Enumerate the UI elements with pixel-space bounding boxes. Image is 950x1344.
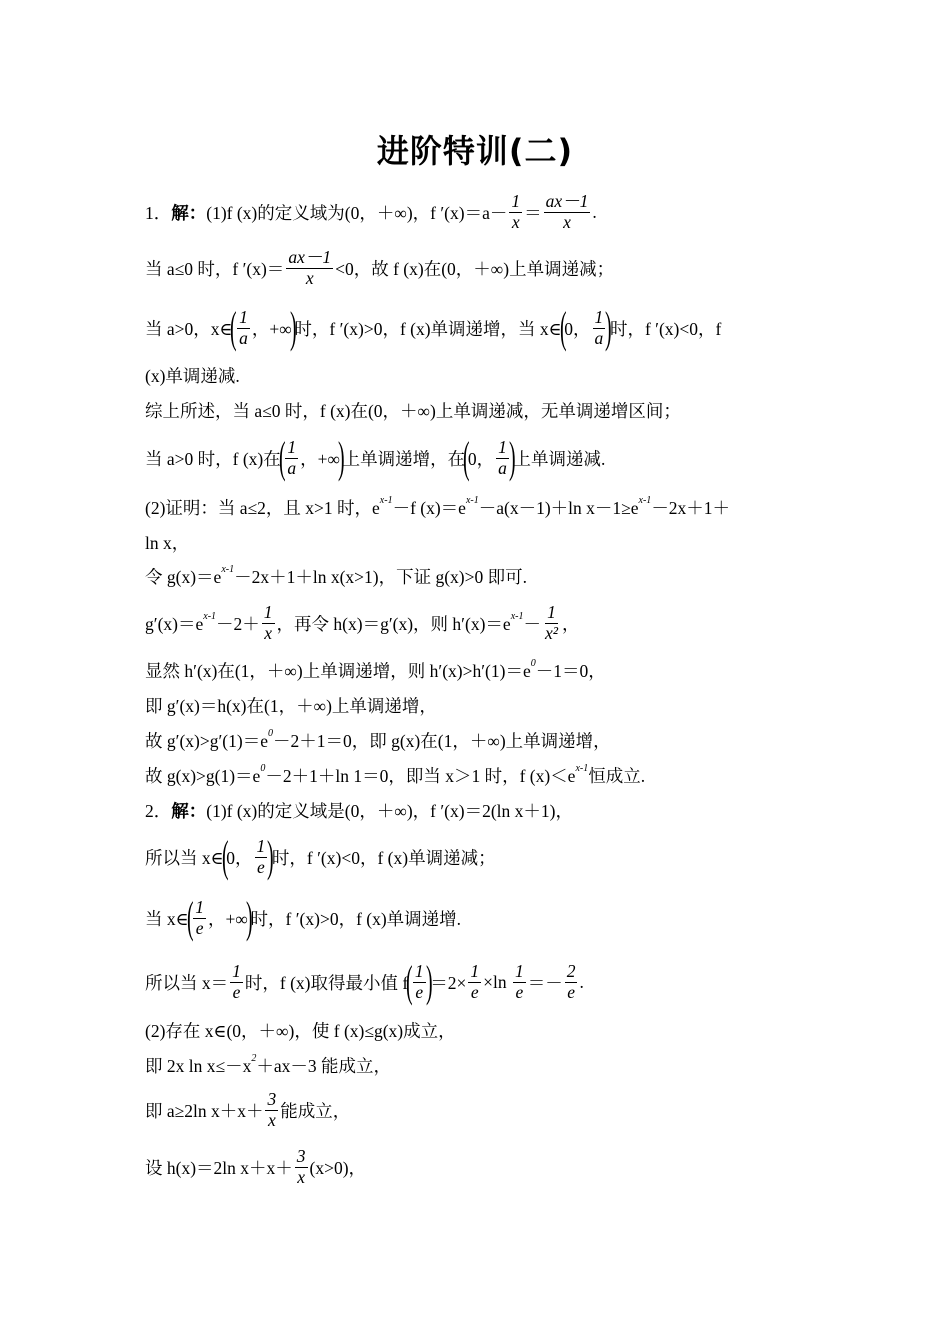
fraction xyxy=(193,898,206,938)
denominator: x xyxy=(511,211,520,232)
text-segment: ＋ax－3 能成立， xyxy=(256,1055,391,1076)
text-segment: －2＋1＝0，即 g(x)在(1，＋∞)上单调递增， xyxy=(272,730,611,751)
superscript: x-1 xyxy=(379,494,393,506)
text-segment: 时，f ′(x)>0，f (x)单调递增. xyxy=(250,908,462,929)
fraction xyxy=(593,308,606,348)
text-segment: －2＋1＋ln 1＝0，即当 x＞1 时，f (x)＜e xyxy=(265,765,576,786)
text-segment: －2x＋1＋ln x(x>1)，下证 g(x)>0 即可. xyxy=(234,566,528,587)
denominator: x xyxy=(563,211,571,232)
numerator: 1 xyxy=(470,961,480,982)
text-segment: 当 a>0，x∈ xyxy=(145,318,233,339)
denominator: x xyxy=(267,1109,276,1130)
fraction xyxy=(544,192,591,232)
denominator: e xyxy=(256,856,265,877)
superscript: x-1 xyxy=(465,494,479,506)
text-segment: g′(x)＝e xyxy=(145,613,204,634)
text-segment: ，+∞ xyxy=(300,448,341,469)
numerator: 1 xyxy=(511,191,521,212)
text-segment: (1)f (x)的定义域为(0，＋∞)，f ′(x)＝a－ xyxy=(206,202,508,223)
text-segment: 上单调递增，在 xyxy=(342,448,466,469)
text-segment: 能成立， xyxy=(280,1100,351,1121)
text-segment: . xyxy=(592,201,597,222)
fraction xyxy=(230,962,243,1002)
fraction xyxy=(509,192,522,232)
numerator: 1 xyxy=(547,602,556,623)
superscript: x-1 xyxy=(203,610,217,622)
text-segment: 时，f ′(x)>0，f (x)单调递增，当 x∈ xyxy=(294,318,562,339)
text-segment: 所以当 x∈ xyxy=(145,847,224,868)
denominator: e xyxy=(415,981,424,1002)
open-paren: ( xyxy=(221,832,229,881)
text-segment: 0， xyxy=(467,448,495,469)
numerator: 1 xyxy=(232,961,241,982)
text-segment: 1． xyxy=(145,202,172,223)
denominator: a xyxy=(498,457,507,478)
denominator: x xyxy=(297,1166,306,1187)
superscript: 0 xyxy=(530,657,536,669)
text-segment: ，+∞ xyxy=(251,318,292,339)
denominator: x xyxy=(264,622,273,643)
numerator: 1 xyxy=(594,307,604,328)
fraction xyxy=(565,962,578,1002)
text-segment: ＝2× xyxy=(430,972,467,993)
numerator: 3 xyxy=(296,1146,306,1167)
text-segment: 所以当 x＝ xyxy=(145,972,229,993)
denominator: x² xyxy=(544,622,558,643)
denominator: e xyxy=(195,917,204,938)
open-paren: ( xyxy=(463,433,470,482)
text-segment: 2． xyxy=(145,800,172,821)
close-paren: ) xyxy=(425,957,433,1006)
fraction xyxy=(413,962,426,1002)
text-segment: 当 x∈ xyxy=(145,908,189,929)
text-segment: －1＝0， xyxy=(535,660,606,681)
text-segment: 当 a>0 时，f (x)在 xyxy=(145,448,281,469)
numerator: 1 xyxy=(256,836,266,857)
text-segment: －a(x－1)＋ln x－1≥e xyxy=(478,497,639,518)
open-paren: ( xyxy=(406,957,413,1006)
superscript: x-1 xyxy=(221,563,235,575)
text-segment: . xyxy=(579,971,584,992)
text-segment: 恒成立. xyxy=(588,765,646,786)
fraction xyxy=(285,438,298,478)
text-line xyxy=(145,827,496,887)
close-paren: ) xyxy=(508,433,516,482)
numerator: 1 xyxy=(414,961,424,982)
text-segment: <0，故 f (x)在(0，＋∞)上单调递减； xyxy=(335,258,615,279)
superscript: x-1 xyxy=(575,762,589,774)
text-segment: 即 g′(x)＝h(x)在(1，＋∞)上单调递增， xyxy=(145,695,437,716)
text-line xyxy=(145,182,597,242)
fraction xyxy=(255,837,268,877)
text-segment: 即 2x ln x≤－x xyxy=(145,1055,252,1076)
fraction xyxy=(262,603,275,643)
close-paren: ) xyxy=(267,832,274,881)
text-segment: －2＋ xyxy=(216,613,260,634)
text-segment: 当 a≤0 时，f ′(x)＝ xyxy=(145,258,285,279)
text-segment: 设 h(x)＝2ln x＋x＋ xyxy=(145,1157,293,1178)
text-line xyxy=(145,238,614,298)
superscript: 2 xyxy=(251,1052,257,1064)
open-paren: ( xyxy=(559,303,567,352)
denominator: e xyxy=(515,981,524,1002)
text-segment: 0， xyxy=(226,847,253,868)
superscript: 0 xyxy=(267,727,273,739)
text-segment: ，再令 h(x)＝g′(x)，则 h′(x)＝e xyxy=(276,613,511,634)
close-paren: ) xyxy=(289,303,297,352)
text-line xyxy=(145,1137,366,1197)
close-paren: ) xyxy=(338,433,345,482)
numerator: 1 xyxy=(287,437,297,458)
numerator: 1 xyxy=(514,961,524,982)
fraction xyxy=(265,1090,278,1130)
fraction xyxy=(237,308,250,348)
text-segment: 时，f (x)取得最小值 f xyxy=(244,972,409,993)
text-segment: (2)证明：当 a≤2，且 x>1 时，e xyxy=(145,497,380,518)
fraction xyxy=(513,962,526,1002)
fraction xyxy=(543,603,560,643)
text-segment: ×ln xyxy=(483,971,511,992)
numerator: 3 xyxy=(267,1089,277,1110)
text-line xyxy=(145,888,461,948)
text-segment: (1)f (x)的定义域是(0，＋∞)，f ′(x)＝2(ln x＋1)， xyxy=(206,800,573,821)
text-line xyxy=(145,477,730,537)
open-paren: ( xyxy=(230,303,238,352)
text-segment: 故 g′(x)>g′(1)＝e xyxy=(145,730,268,751)
fraction xyxy=(295,1147,308,1187)
superscript: x-1 xyxy=(510,610,524,622)
denominator: a xyxy=(287,457,297,478)
page-title: 进阶特训(二) xyxy=(376,132,574,170)
text-segment: (x)单调递减. xyxy=(145,365,240,386)
text-segment: － xyxy=(523,613,541,634)
text-segment: 故 g(x)>g(1)＝e xyxy=(145,765,261,786)
denominator: e xyxy=(567,981,575,1002)
text-segment: ln x， xyxy=(145,532,190,553)
close-paren: ) xyxy=(605,303,612,352)
numerator: 2 xyxy=(566,961,576,982)
text-segment: 解： xyxy=(171,800,207,821)
fraction xyxy=(468,962,481,1002)
numerator: ax－1 xyxy=(288,247,332,268)
numerator: ax－1 xyxy=(545,191,589,212)
denominator: e xyxy=(232,981,241,1002)
text-segment: ，+∞ xyxy=(208,908,248,929)
denominator: a xyxy=(594,327,604,348)
close-paren: ) xyxy=(245,893,253,942)
text-segment: ＝ xyxy=(524,202,542,223)
text-segment: 时，f ′(x)<0，f (x)单调递减； xyxy=(271,847,496,868)
numerator: 1 xyxy=(498,437,507,458)
numerator: 1 xyxy=(239,307,248,328)
denominator: a xyxy=(239,327,248,348)
fraction xyxy=(496,438,509,478)
text-segment: (2)存在 x∈(0，＋∞)，使 f (x)≤g(x)成立， xyxy=(145,1020,456,1041)
fraction xyxy=(286,248,333,288)
superscript: 0 xyxy=(260,762,266,774)
text-segment: 0， xyxy=(564,318,591,339)
text-segment: 综上所述，当 a≤0 时，f (x)在(0，＋∞)上单调递减，无单调递增区间； xyxy=(145,400,681,421)
text-segment: 时，f ′(x)<0，f xyxy=(609,318,722,339)
numerator: 1 xyxy=(195,897,204,918)
denominator: x xyxy=(305,267,314,288)
superscript: x-1 xyxy=(638,494,652,506)
text-segment: 令 g(x)＝e xyxy=(145,566,222,587)
text-segment: 显然 h′(x)在(1，＋∞)上单调递增，则 h′(x)>h′(1)＝e xyxy=(145,660,531,681)
text-segment: 解： xyxy=(171,202,207,223)
text-segment: －f (x)＝e xyxy=(392,497,466,518)
text-segment: 即 a≥2ln x＋x＋ xyxy=(145,1100,264,1121)
open-paren: ( xyxy=(278,433,286,482)
text-line xyxy=(145,1080,350,1140)
text-segment: 上单调递减. xyxy=(513,448,606,469)
open-paren: ( xyxy=(186,893,194,942)
text-segment: ， xyxy=(561,613,580,634)
denominator: e xyxy=(470,981,479,1002)
text-segment: (x>0)， xyxy=(309,1157,367,1178)
numerator: 1 xyxy=(263,602,273,623)
text-segment: －2x＋1＋ xyxy=(651,497,731,518)
text-segment: ＝－ xyxy=(527,972,563,993)
